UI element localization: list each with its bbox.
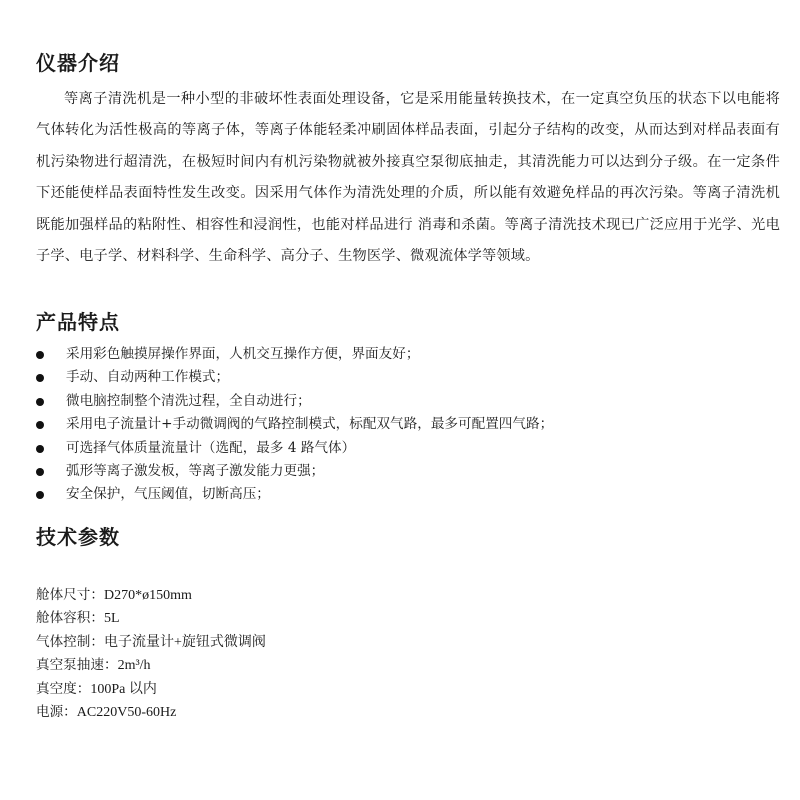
spec-value: AC220V50-60Hz [76, 705, 177, 721]
spec-label: 真空泵抽速： [36, 657, 118, 674]
bullet-icon [36, 491, 44, 499]
spec-value: 5L [103, 611, 120, 627]
section-title-intro: 仪器介绍 [36, 51, 120, 75]
spec-row [36, 654, 266, 677]
spec-label: 舱体尺寸： [36, 587, 104, 603]
spec-row [36, 678, 266, 701]
feature-item [36, 343, 553, 366]
feature-item [36, 390, 553, 413]
bullet-icon [36, 374, 44, 382]
spec-value: 100Pa 以内 [90, 681, 157, 697]
bullet-icon [36, 445, 44, 453]
spec-row [36, 701, 266, 724]
spec-row [36, 584, 266, 607]
feature-item [36, 437, 553, 460]
feature-text: 弧形等离子激发板，等离子激发能力更强； [66, 463, 325, 480]
feature-text: 手动、自动两种工作模式； [66, 369, 230, 386]
section-title-specs: 技术参数 [36, 525, 120, 549]
spec-value: D270*ø150mm [103, 588, 192, 603]
spec-row [36, 607, 266, 630]
spec-label: 真空度： [36, 680, 91, 697]
spec-value: 2m³/h [117, 658, 151, 674]
bullet-icon [36, 421, 44, 429]
feature-text: 可选择气体质量流量计（选配，最多 4 路气体） [66, 439, 356, 456]
feature-list [36, 343, 553, 507]
spec-label: 舱体容积： [36, 610, 104, 627]
bullet-icon [36, 398, 44, 406]
feature-item [36, 483, 553, 506]
section-title-features: 产品特点 [36, 310, 120, 334]
bullet-icon [36, 351, 44, 359]
intro-paragraph: 等离子清洗机是一种小型的非破坏性表面处理设备，它是采用能量转换技术，在一定真空负压的状态下以电能将气体转化为活性极高的等离子体，等离子体能轻柔冲刷固体样品表面，引起分子结构的改变，从而达到对样品表面有机污染物进行超清洗，在极短时间内有机污染物就被外接真空泵彻底抽走，其清洗能力可以达到分子级。在一定条件下还能使样品表面特性发生改变。因采用气体作为清洗处理的介质，所以能有效避免样品的再次污染。等离子清洗机既能加强样品的粘附性、相容性和浸润性，也能对样品进行 消毒和杀菌。等离子清洗技术现已广泛应用于光学、光电子学、电子学、材料科学、生命科学、高分子、生物医学、微观流体学等领域。 [36, 91, 780, 265]
feature-text: 微电脑控制整个清洗过程，全自动进行； [66, 392, 311, 409]
bullet-icon [36, 468, 44, 476]
feature-item [36, 413, 553, 436]
spec-value: 电子流量计+旋钮式微调阀 [103, 634, 266, 650]
feature-text: 采用电子流量计+手动微调阀的气路控制模式，标配双气路，最多可配置四气路； [66, 416, 554, 433]
feature-item [36, 366, 553, 389]
feature-text: 安全保护，气压阈值，切断高压； [66, 486, 270, 503]
spec-label: 气体控制： [36, 633, 104, 650]
feature-text: 采用彩色触摸屏操作界面，人机交互操作方便，界面友好； [66, 346, 420, 362]
spec-label: 电源： [36, 704, 77, 721]
spec-list [36, 584, 266, 724]
feature-item [36, 460, 553, 483]
spec-row [36, 631, 266, 654]
